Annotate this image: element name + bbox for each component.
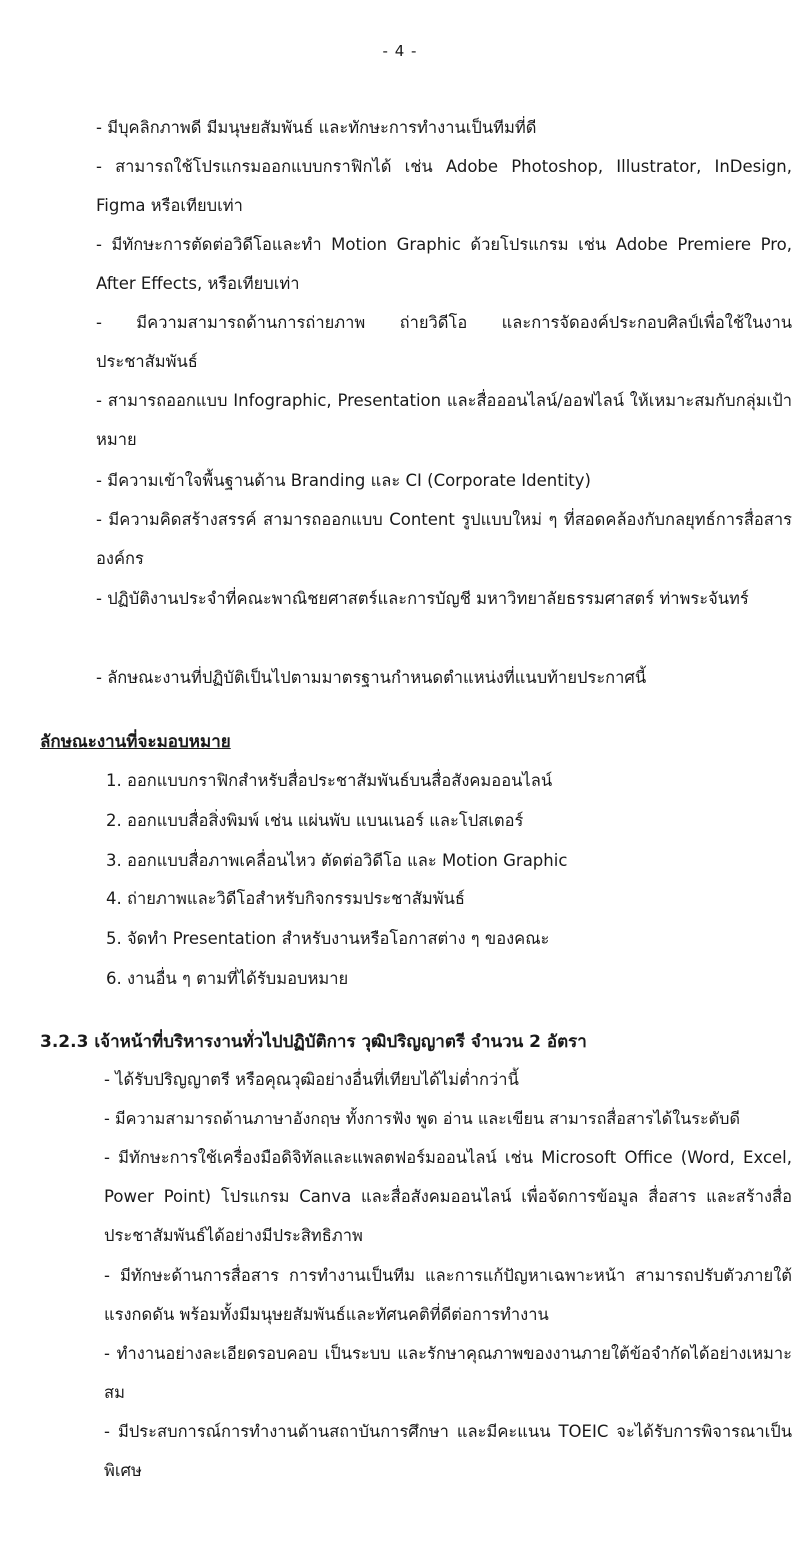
task-item: 5. จัดทำ Presentation สำหรับงานหรือโอกาสต่าง ๆ ของคณะ <box>106 929 550 948</box>
requirement-item: - มีทักษะด้านการสื่อสาร การทำงานเป็นทีม และการแก้ปัญหาเฉพาะหน้า สามารถปรับตัวภายใต้แรงกดดัน พร้อมทั้งมีมนุษยสัมพันธ์และทัศนคติที่ดีต่อการทำงาน <box>104 1266 792 1324</box>
page-number: - 4 - <box>382 42 418 60</box>
qualification-item: - มีทักษะการตัดต่อวิดีโอและทำ Motion Graphic ด้วยโปรแกรม เช่น Adobe Premiere Pro, After Effects, หรือเทียบเท่า <box>96 235 792 293</box>
task-item: 6. งานอื่น ๆ ตามที่ได้รับมอบหมาย <box>106 969 349 988</box>
qualification-item: - มีความสามารถด้านการถ่ายภาพ ถ่ายวิดีโอ และการจัดองค์ประกอบศิลป์เพื่อใช้ในงานประชาสัมพันธ์ <box>96 313 792 371</box>
requirement-item: - มีทักษะการใช้เครื่องมือดิจิทัลและแพลตฟอร์มออนไลน์ เช่น Microsoft Office (Word, Excel, Power Point) โปรแกรม Canva และสื่อสังคมออนไลน์ เพื่อจัดการข้อมูล สื่อสาร และสร้างสื่อประชาสัมพันธ์ได้อย่างมีประสิทธิภาพ <box>104 1148 792 1245</box>
task-item: 4. ถ่ายภาพและวิดีโอสำหรับกิจกรรมประชาสัมพันธ์ <box>106 889 465 908</box>
qualification-item: - มีบุคลิกภาพดี มีมนุษยสัมพันธ์ และทักษะการทำงานเป็นทีมที่ดี <box>96 118 537 137</box>
qualification-item: - มีความเข้าใจพื้นฐานด้าน Branding และ CI (Corporate Identity) <box>96 471 591 490</box>
qualification-item: - มีความคิดสร้างสรรค์ สามารถออกแบบ Content รูปแบบใหม่ ๆ ที่สอดคล้องกับกลยุทธ์การสื่อสารองค์กร <box>96 510 792 568</box>
task-item: 2. ออกแบบสื่อสิ่งพิมพ์ เช่น แผ่นพับ แบนเนอร์ และโปสเตอร์ <box>106 811 524 830</box>
requirement-item: - ทำงานอย่างละเอียดรอบคอบ เป็นระบบ และรักษาคุณภาพของงานภายใต้ข้อจำกัดได้อย่างเหมาะสม <box>104 1344 792 1402</box>
task-item: 1. ออกแบบกราฟิกสำหรับสื่อประชาสัมพันธ์บนสื่อสังคมออนไลน์ <box>106 771 553 790</box>
task-item: 3. ออกแบบสื่อภาพเคลื่อนไหว ตัดต่อวิดีโอ และ Motion Graphic <box>106 851 568 870</box>
requirement-item: - มีความสามารถด้านภาษาอังกฤษ ทั้งการฟัง พูด อ่าน และเขียน สามารถสื่อสารได้ในระดับดี <box>104 1109 740 1128</box>
qualification-item: - ปฏิบัติงานประจำที่คณะพาณิชยศาสตร์และการบัญชี มหาวิทยาลัยธรรมศาสตร์ ท่าพระจันทร์ <box>96 589 749 608</box>
requirement-item: - ได้รับปริญญาตรี หรือคุณวุฒิอย่างอื่นที่เทียบได้ไม่ต่ำกว่านี้ <box>104 1070 519 1089</box>
qualification-item: - ลักษณะงานที่ปฏิบัติเป็นไปตามมาตรฐานกำหนดตำแหน่งที่แนบท้ายประกาศนี้ <box>96 668 647 687</box>
requirement-item: - มีประสบการณ์การทำงานด้านสถาบันการศึกษา และมีคะแนน TOEIC จะได้รับการพิจารณาเป็นพิเศษ <box>104 1422 792 1480</box>
qualification-item: - สามารถออกแบบ Infographic, Presentation และสื่อออนไลน์/ออฟไลน์ ให้เหมาะสมกับกลุ่มเป้าหมาย <box>96 391 792 449</box>
tasks-heading: ลักษณะงานที่จะมอบหมาย <box>40 732 231 752</box>
section-title: 3.2.3 เจ้าหน้าที่บริหารงานทั่วไปปฏิบัติการ วุฒิปริญญาตรี จำนวน 2 อัตรา <box>40 1032 587 1052</box>
qualification-item: - สามารถใช้โปรแกรมออกแบบกราฟิกได้ เช่น Adobe Photoshop, Illustrator, InDesign, Figma หรือเทียบเท่า <box>96 157 792 215</box>
